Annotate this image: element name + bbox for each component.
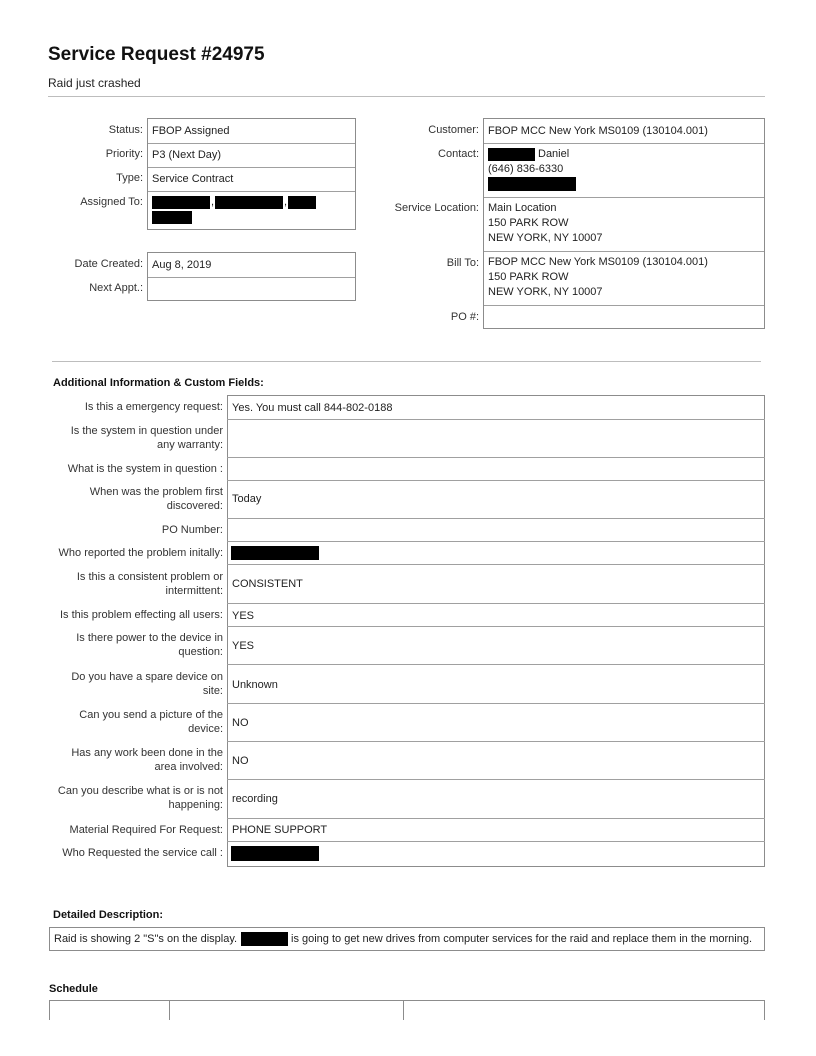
assigned-redaction-1 (152, 196, 210, 209)
assigned-redaction-4 (152, 211, 192, 224)
all-users-value: YES (232, 610, 255, 622)
assigned-to-label: Assigned To: (80, 196, 143, 208)
description-heading: Detailed Description: (53, 909, 164, 921)
material-value: PHONE SUPPORT (232, 824, 328, 836)
status-label: Status: (108, 124, 143, 136)
customer-label: Customer: (428, 124, 479, 136)
schedule-table-top (49, 1000, 765, 1001)
assigned-redaction-3 (288, 196, 316, 209)
page-subtitle: Raid just crashed (48, 76, 141, 90)
bill-line-1: FBOP MCC New York MS0109 (130104.001) (488, 256, 708, 268)
discovered-value: Today (232, 493, 262, 505)
picture-label: Can you send a picture of the device: (79, 709, 223, 735)
customer-info-box (483, 118, 765, 329)
bill-to-label: Bill To: (446, 257, 479, 269)
work-done-label: Has any work been done in the area involved: (71, 747, 223, 773)
contact-label: Contact: (438, 148, 479, 160)
status-value: FBOP Assigned (152, 125, 230, 137)
description-redaction (241, 932, 288, 946)
consistent-label: Is this a consistent problem or intermittent: (76, 571, 223, 597)
reported-by-label: Who reported the problem initally: (58, 547, 223, 559)
section-divider (52, 361, 761, 362)
date-box (147, 252, 356, 301)
bill-line-3: NEW YORK, NY 10007 (488, 286, 603, 298)
discovered-label: When was the problem first discovered: (89, 486, 223, 512)
request-info-box: FBOP Assigned P3 (Next Day) Service Contract , , (147, 118, 356, 230)
location-line-3: NEW YORK, NY 10007 (488, 232, 603, 244)
priority-value: P3 (Next Day) (152, 149, 222, 161)
location-line-2: 150 PARK ROW (488, 217, 569, 229)
material-label: Material Required For Request: (69, 824, 223, 836)
date-created-value: Aug 8, 2019 (152, 259, 212, 271)
consistent-value: CONSISTENT (232, 578, 303, 590)
spare-device-value: Unknown (232, 679, 278, 691)
system-label: What is the system in question : (67, 463, 223, 475)
additional-info-heading: Additional Information & Custom Fields: (53, 377, 264, 389)
assigned-redaction-2 (215, 196, 283, 209)
contact-phone: (646) 836-6330 (488, 163, 564, 175)
customer-value: FBOP MCC New York MS0109 (130104.001) (488, 125, 708, 137)
contact-redaction-2 (488, 177, 576, 191)
emergency-value: Yes. You must call 844-802-0188 (232, 402, 393, 414)
date-created-label: Date Created: (74, 258, 143, 270)
location-line-1: Main Location (488, 202, 557, 214)
type-value: Service Contract (152, 173, 234, 185)
all-users-label: Is this problem effecting all users: (59, 609, 223, 621)
warranty-label: Is the system in question under any warranty: (70, 425, 223, 451)
schedule-heading: Schedule (49, 983, 98, 995)
additional-info-table (227, 395, 765, 867)
emergency-label: Is this a emergency request: (84, 401, 223, 413)
priority-label: Priority: (105, 148, 143, 160)
next-appt-label: Next Appt.: (89, 282, 143, 294)
description-text-1: Raid is showing 2 "S"s on the display. (54, 933, 238, 945)
work-done-value: NO (232, 755, 249, 767)
description-box (49, 927, 765, 951)
reported-by-redaction (231, 546, 319, 560)
contact-name: Daniel (538, 148, 570, 160)
bill-line-2: 150 PARK ROW (488, 271, 569, 283)
service-location-label: Service Location: (394, 202, 479, 214)
po-label: PO #: (450, 311, 479, 323)
page-title: Service Request #24975 (48, 44, 265, 65)
spare-device-label: Do you have a spare device on site: (71, 671, 223, 697)
header-divider (48, 96, 765, 97)
describe-label: Can you describe what is or is not happening: (57, 785, 223, 811)
power-label: Is there power to the device in question: (76, 632, 223, 658)
po-number-label: PO Number: (161, 524, 223, 536)
type-label: Type: (116, 172, 143, 184)
picture-value: NO (232, 717, 249, 729)
requested-by-redaction (231, 846, 319, 861)
contact-redaction-1 (488, 148, 535, 161)
requested-by-label: Who Requested the service call : (62, 847, 223, 859)
description-text-2: is going to get new drives from computer services for the raid and replace them in the morning. (291, 933, 753, 945)
describe-value: recording (232, 793, 278, 805)
power-value: YES (232, 640, 255, 652)
